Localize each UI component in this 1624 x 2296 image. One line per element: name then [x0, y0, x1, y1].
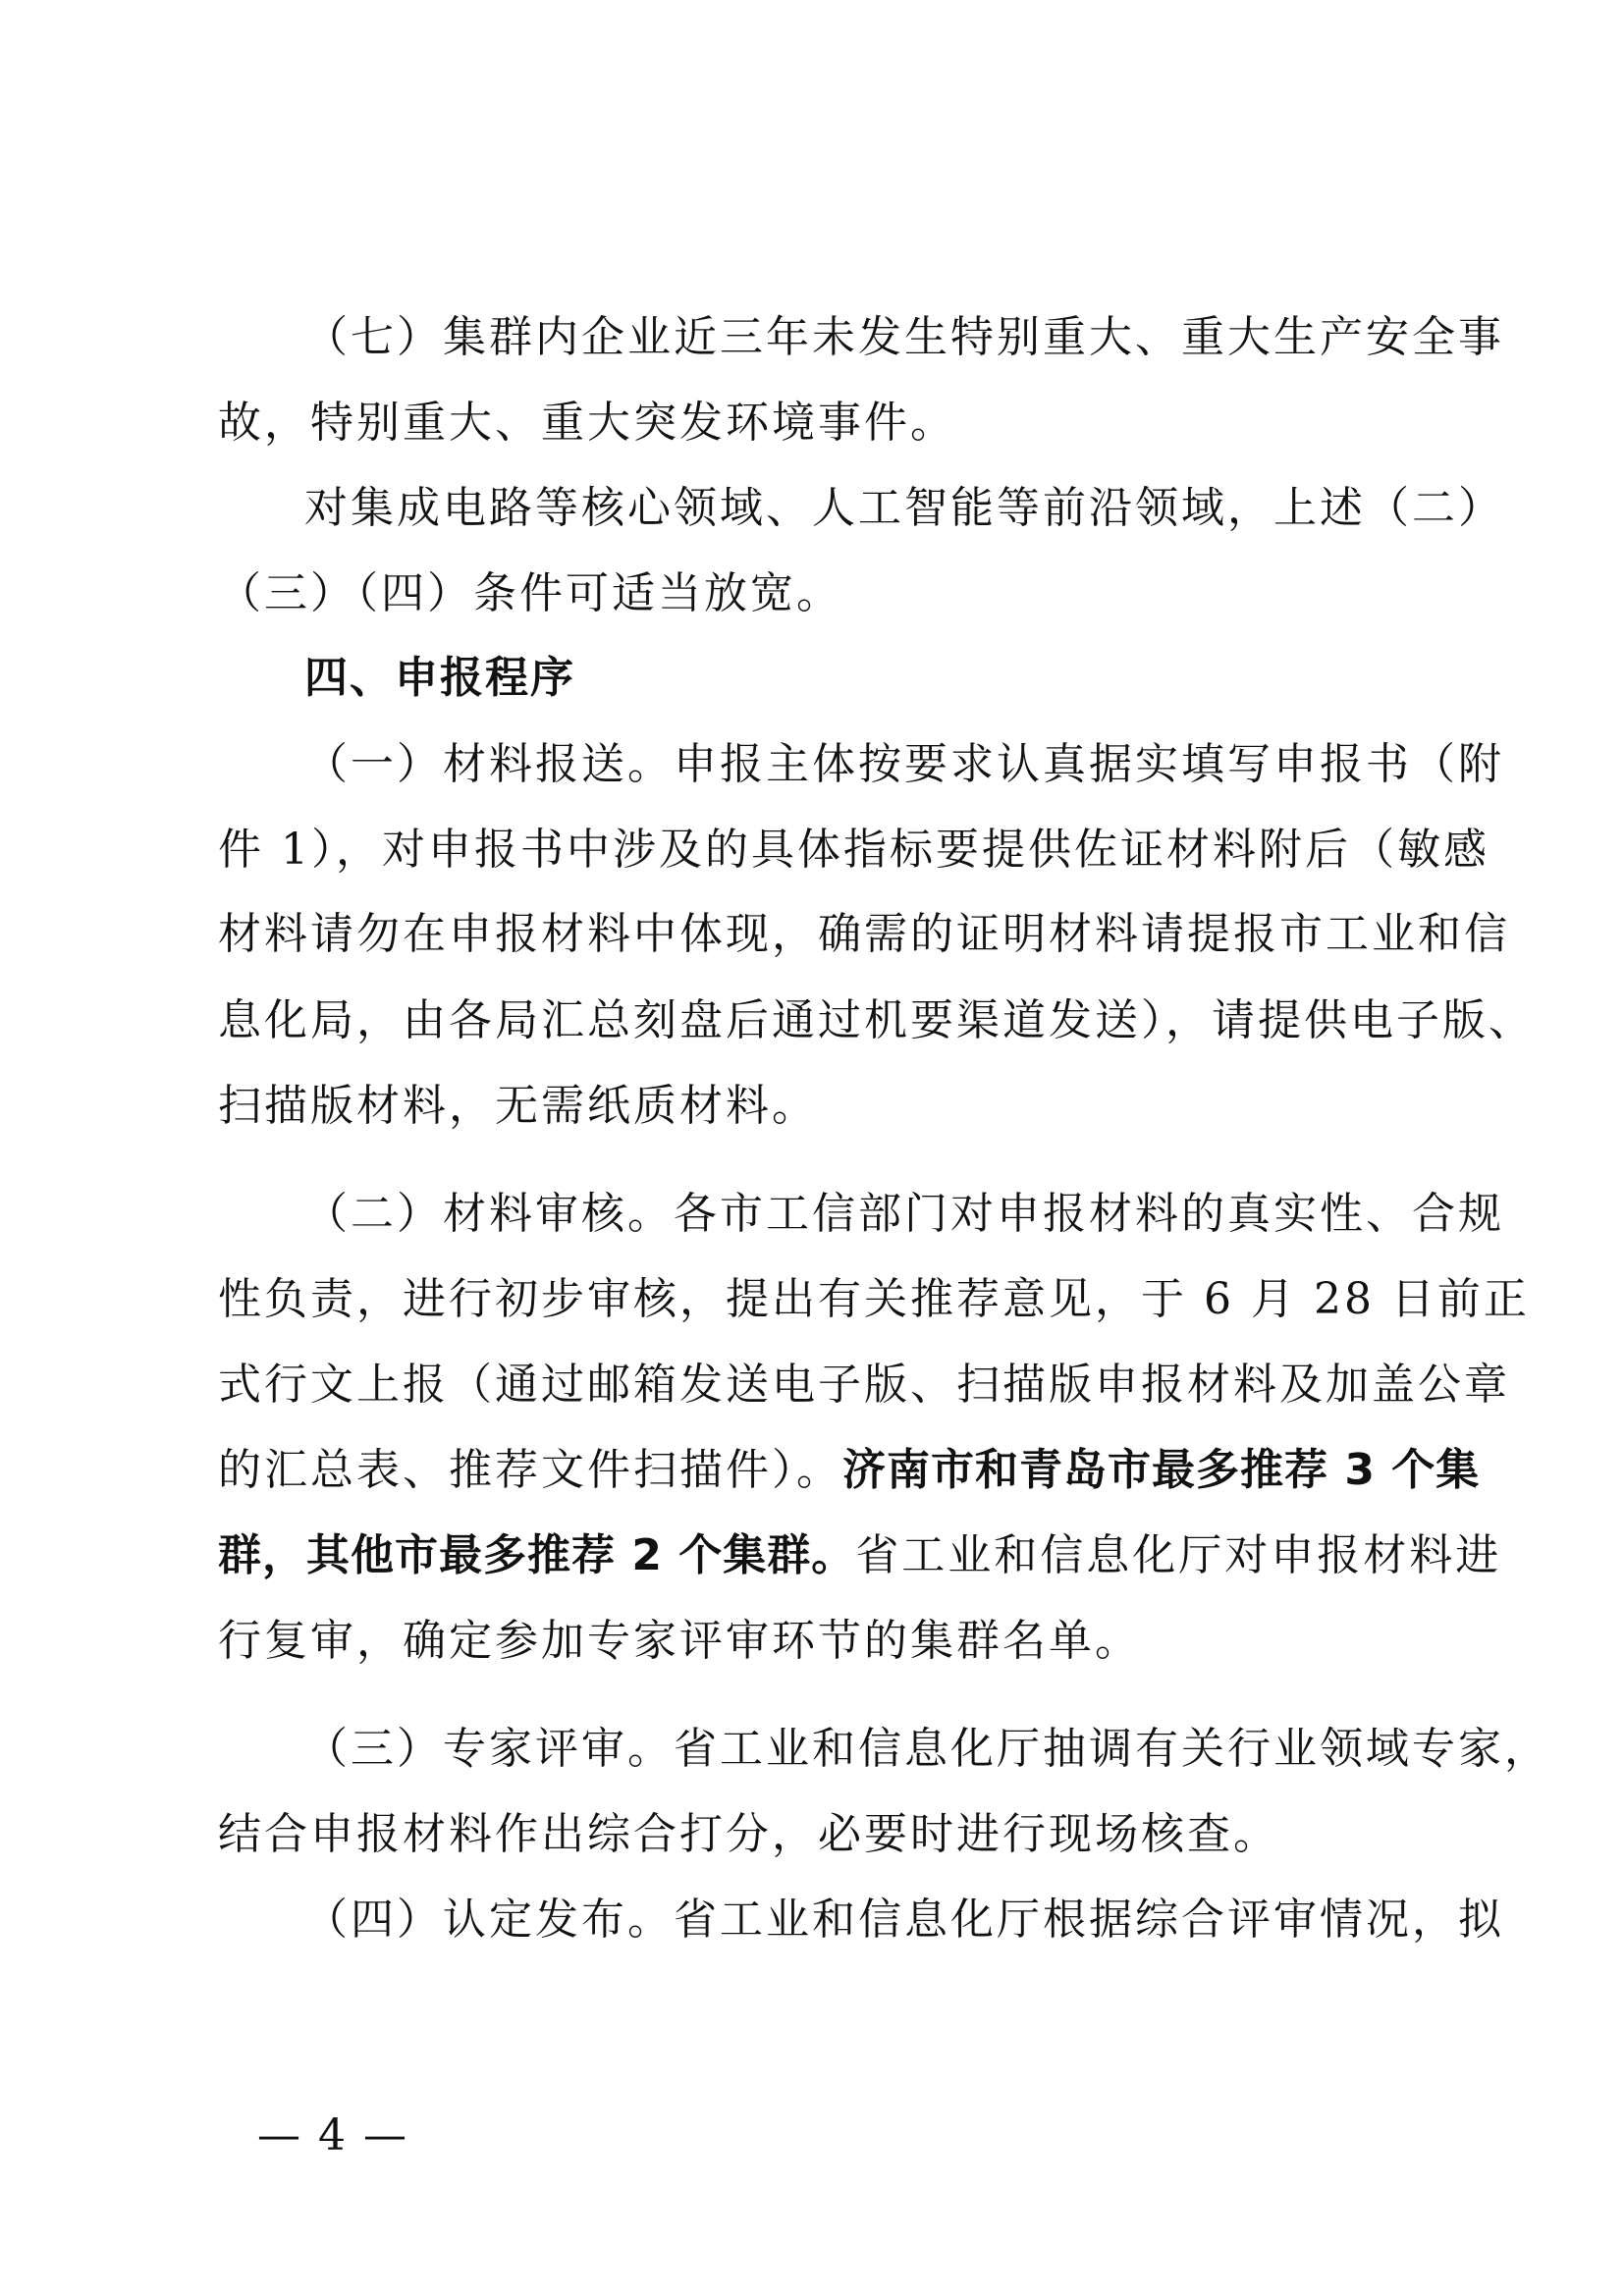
paragraph-7-line-2: 故，特别重大、重大突发环境事件。 [218, 398, 956, 448]
relaxation-paragraph-line-2: （三）（四）条件可适当放宽。 [218, 568, 842, 618]
step-1-line-1: （一）材料报送。申报主体按要求认真据实填写申报书（附 [304, 739, 1504, 789]
step-1-line-2: 件 1），对申报书中涉及的具体指标要提供佐证材料附后（敏感 [218, 825, 1489, 875]
paragraph-7-line-1: （七）集群内企业近三年未发生特别重大、重大生产安全事 [304, 312, 1504, 362]
step-2-line-5-text: 省工业和信息化厅对申报材料进 [855, 1530, 1502, 1580]
recommendation-limit-part-1: 济南市和青岛市最多推荐 3 个集 [842, 1445, 1481, 1495]
step-2-line-1: （二）材料审核。各市工信部门对申报材料的真实性、合规 [304, 1189, 1504, 1239]
step-2-line-4 [218, 1441, 1481, 1500]
recommendation-limit-part-2: 群，其他市最多推荐 2 个集群。 [218, 1530, 856, 1580]
page-number: — 4 — [257, 2110, 408, 2161]
relaxation-paragraph-line-1: 对集成电路等核心领域、人工智能等前沿领域，上述（二） [304, 483, 1504, 533]
step-2-line-2: 性负责，进行初步审核，提出有关推荐意见，于 6 月 28 日前正 [218, 1274, 1530, 1324]
step-1-line-5: 扫描版材料，无需纸质材料。 [218, 1081, 818, 1131]
step-3-line-2: 结合申报材料作出综合打分，必要时进行现场核查。 [218, 1809, 1279, 1859]
section-heading-application-procedure: 四、申报程序 [304, 653, 575, 703]
step-4-line-1: （四）认定发布。省工业和信息化厅根据综合评审情况，拟 [304, 1895, 1504, 1945]
step-1-line-3: 材料请勿在申报材料中体现，确需的证明材料请提报市工业和信 [218, 909, 1510, 959]
step-2-line-3: 式行文上报（通过邮箱发送电子版、扫描版申报材料及加盖公章 [218, 1360, 1510, 1410]
step-2-line-5 [218, 1526, 1502, 1585]
step-2-line-4-text: 的汇总表、推荐文件扫描件）。 [218, 1445, 842, 1495]
step-1-line-4: 息化局，由各局汇总刻盘后通过机要渠道发送），请提供电子版、 [218, 995, 1535, 1045]
step-3-line-1: （三）专家评审。省工业和信息化厅抽调有关行业领域专家， [304, 1724, 1550, 1774]
step-2-line-6: 行复审，确定参加专家评审环节的集群名单。 [218, 1616, 1141, 1666]
